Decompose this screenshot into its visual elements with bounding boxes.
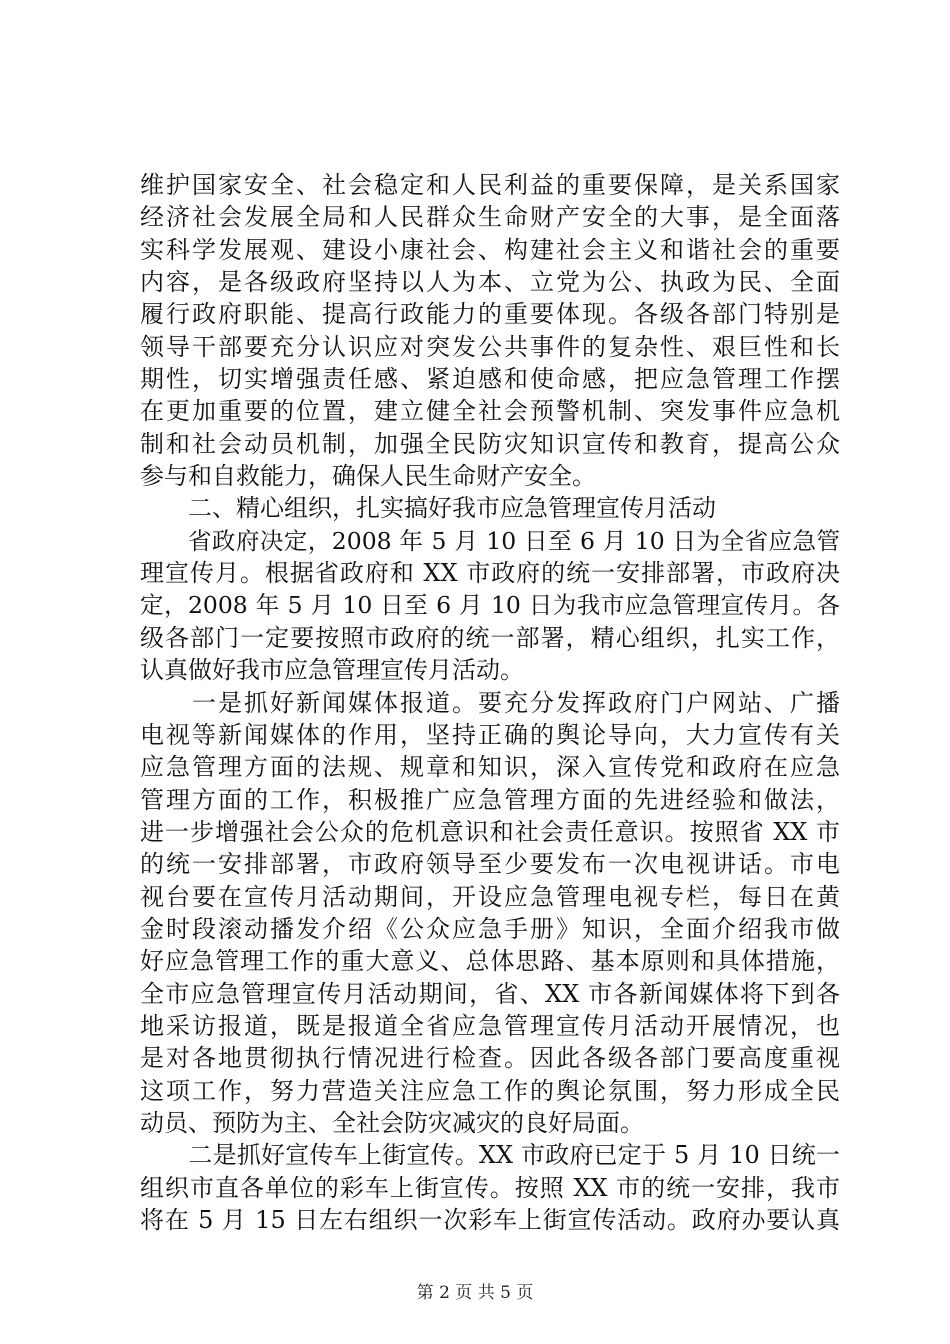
text-line: 在更加重要的位置，建立健全社会预警机制、突发事件应急机 — [140, 397, 840, 426]
text-line: 履行政府职能、提高行政能力的重要体现。各级各部门特别是 — [140, 300, 840, 329]
body-text — [140, 169, 840, 1236]
text-line: 是对各地贯彻执行情况进行检查。因此各级各部门要高度重视 — [140, 1044, 840, 1073]
text-line: 金时段滚动播发介绍《公众应急手册》知识，全面介绍我市做 — [140, 914, 840, 943]
text-line: 动员、预防为主、全社会防灾减灾的良好局面。 — [140, 1108, 644, 1137]
text-line: 领导干部要充分认识应对突发公共事件的复杂性、艰巨性和长 — [140, 332, 840, 361]
text-line: 视台要在宣传月活动期间，开设应急管理电视专栏，每日在黄 — [140, 882, 840, 911]
text-line: 定，2008 年 5 月 10 日至 6 月 10 日为我市应急管理宣传月。各 — [140, 591, 840, 620]
text-line: 的统一安排部署，市政府领导至少要发布一次电视讲话。市电 — [140, 850, 840, 879]
text-line: 认真做好我市应急管理宣传月活动。 — [140, 656, 524, 685]
text-line: 实科学发展观、建设小康社会、构建社会主义和谐社会的重要 — [140, 235, 840, 264]
text-line: 经济社会发展全局和人民群众生命财产安全的大事，是全面落 — [140, 203, 840, 232]
text-line: 维护国家安全、社会稳定和人民利益的重要保障，是关系国家 — [140, 171, 840, 199]
text-line: 级各部门一定要按照市政府的统一部署，精心组织，扎实工作， — [140, 623, 840, 652]
text-line: 电视等新闻媒体的作用，坚持正确的舆论导向，大力宣传有关 — [140, 720, 840, 749]
text-line: 应急管理方面的法规、规章和知识，深入宣传党和政府在应急 — [140, 753, 840, 782]
text-line: 一是抓好新闻媒体报道。要充分发挥政府门户网站、广播 — [140, 688, 840, 717]
page-number-footer: 第 2 页 共 5 页 — [416, 1283, 534, 1303]
text-line: 进一步增强社会公众的危机意识和社会责任意识。按照省 XX 市 — [140, 817, 840, 846]
text-line: 将在 5 月 15 日左右组织一次彩车上街宣传活动。政府办要认真 — [140, 1206, 840, 1234]
text-line: 管理方面的工作，积极推广应急管理方面的先进经验和做法， — [140, 785, 840, 814]
text-line: 这项工作，努力营造关注应急工作的舆论氛围，努力形成全民 — [140, 1076, 840, 1105]
text-line: 地采访报道，既是报道全省应急管理宣传月活动开展情况，也 — [140, 1011, 840, 1040]
text-line: 内容，是各级政府坚持以人为本、立党为公、执政为民、全面 — [140, 268, 840, 297]
text-line: 期性，切实增强责任感、紧迫感和使命感，把应急管理工作摆 — [140, 365, 840, 394]
text-line: 参与和自救能力，确保人民生命财产安全。 — [140, 462, 596, 491]
text-line: 二、精心组织，扎实搞好我市应急管理宣传月活动 — [140, 494, 716, 523]
text-line: 省政府决定，2008 年 5 月 10 日至 6 月 10 日为全省应急管 — [140, 526, 840, 555]
text-line: 全市应急管理宣传月活动期间，省、XX 市各新闻媒体将下到各 — [140, 979, 840, 1008]
text-line: 理宣传月。根据省政府和 XX 市政府的统一安排部署，市政府决 — [140, 559, 840, 588]
text-line: 组织市直各单位的彩车上街宣传。按照 XX 市的统一安排，我市 — [140, 1173, 840, 1202]
text-line: 二是抓好宣传车上街宣传。XX 市政府已定于 5 月 10 日统一 — [140, 1141, 840, 1170]
text-line: 制和社会动员机制，加强全民防灾知识宣传和教育，提高公众 — [140, 429, 840, 458]
text-line: 好应急管理工作的重大意义、总体思路、基本原则和具体措施， — [140, 947, 840, 976]
